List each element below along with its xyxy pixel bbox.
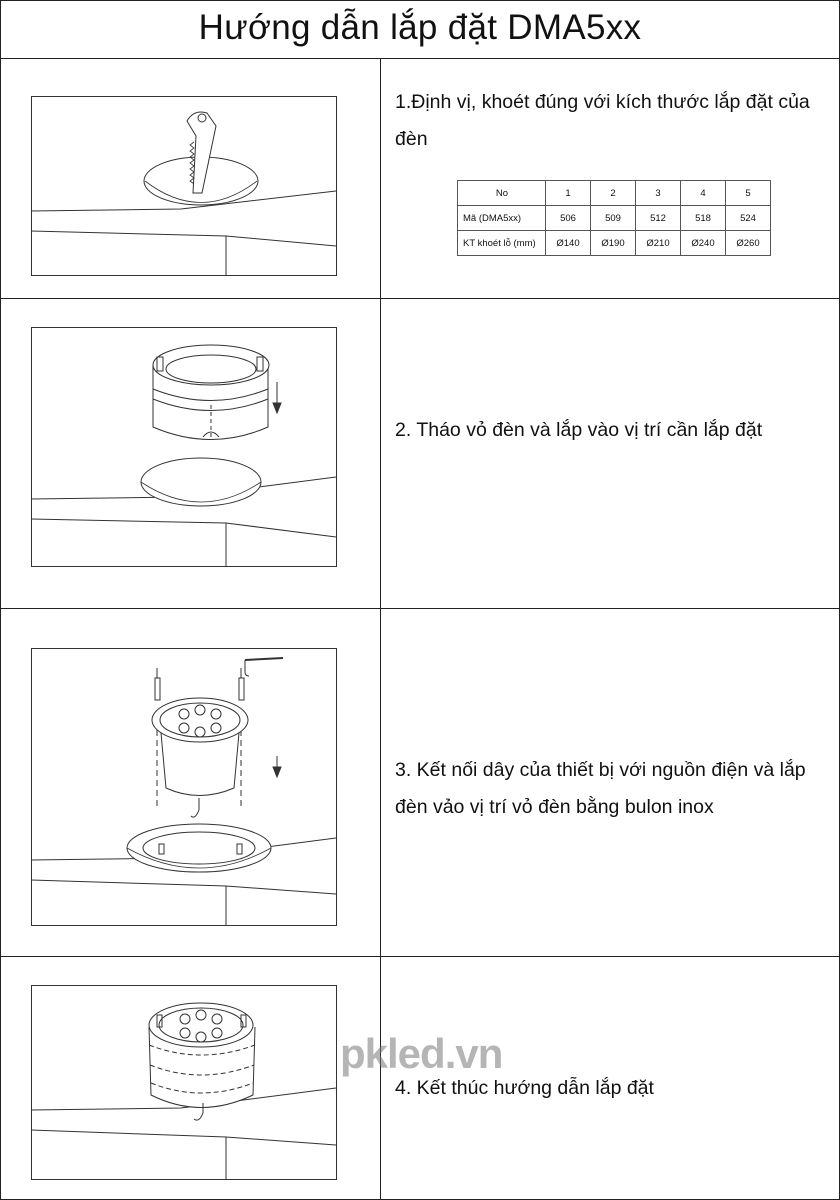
table-cell: Ø140 bbox=[546, 231, 591, 256]
step-4-illustration bbox=[31, 985, 337, 1180]
table-column-header: 4 bbox=[681, 181, 726, 206]
step-2-text: 2. Tháo vỏ đèn và lắp vào vị trí cần lắp đặt bbox=[395, 419, 763, 441]
row-divider-2 bbox=[0, 608, 840, 609]
step-2-illustration bbox=[31, 327, 337, 567]
table-cell: 509 bbox=[591, 206, 636, 231]
dimension-table bbox=[457, 180, 771, 256]
row-divider-1 bbox=[0, 298, 840, 299]
table-column-header: 2 bbox=[591, 181, 636, 206]
step-3-illustration bbox=[31, 648, 337, 926]
table-cell: Ø190 bbox=[591, 231, 636, 256]
title-bar bbox=[0, 0, 840, 59]
table-column-header: 1 bbox=[546, 181, 591, 206]
step-1-illustration bbox=[31, 96, 337, 276]
table-header-label: No bbox=[458, 181, 546, 206]
table-cell: Ø260 bbox=[726, 231, 771, 256]
step-3-text: 3. Kết nối dây của thiết bị với nguồn điện và lắp đèn vảo vị trí vỏ đèn bằng bulon inox bbox=[395, 759, 806, 818]
table-cell: 506 bbox=[546, 206, 591, 231]
row-divider-3 bbox=[0, 956, 840, 957]
table-row bbox=[458, 181, 771, 206]
page-title: Hướng dẫn lắp đặt DMA5xx bbox=[198, 7, 642, 47]
table-cell: 524 bbox=[726, 206, 771, 231]
table-cell: 518 bbox=[681, 206, 726, 231]
column-divider bbox=[380, 58, 381, 1200]
table-row-label: KT khoét lỗ (mm) bbox=[458, 231, 546, 256]
table-row-label: Mã (DMA5xx) bbox=[458, 206, 546, 231]
step-4-text: 4. Kết thúc hướng dẫn lắp đặt bbox=[395, 1077, 654, 1099]
table-cell: Ø240 bbox=[681, 231, 726, 256]
watermark: pkled.vn bbox=[340, 1030, 503, 1077]
table-column-header: 3 bbox=[636, 181, 681, 206]
table-row bbox=[458, 231, 771, 256]
table-cell: 512 bbox=[636, 206, 681, 231]
table-column-header: 5 bbox=[726, 181, 771, 206]
table-cell: Ø210 bbox=[636, 231, 681, 256]
step-1-text: 1.Định vị, khoét đúng với kích thước lắp đặt của đèn bbox=[395, 91, 810, 150]
table-row bbox=[458, 206, 771, 231]
